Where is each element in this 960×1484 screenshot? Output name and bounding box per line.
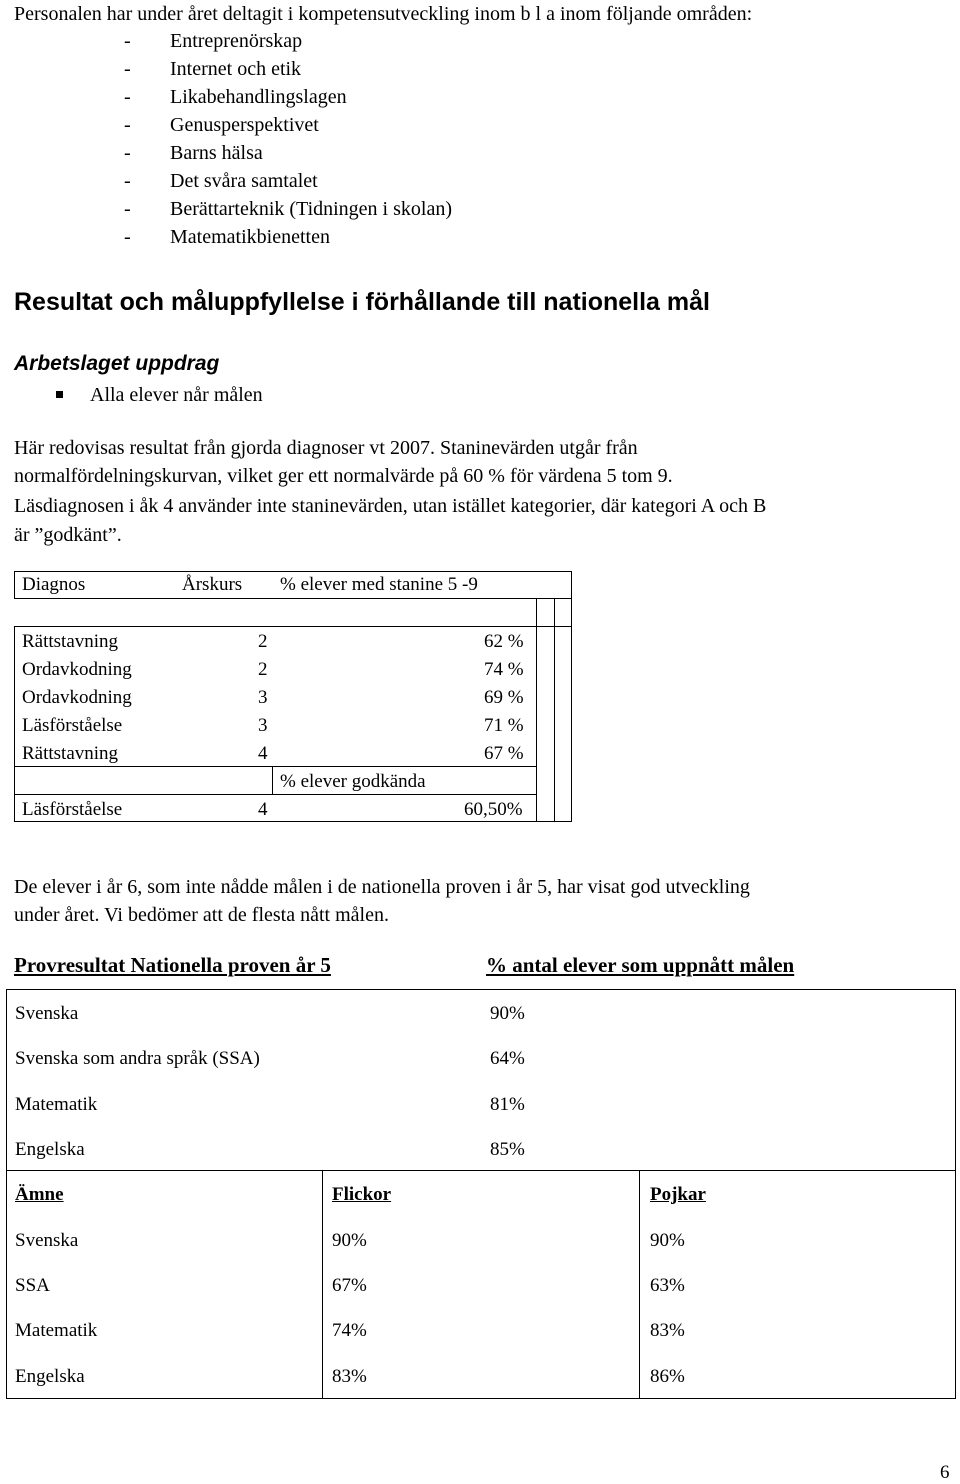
table-cell: Ordavkodning — [22, 659, 132, 680]
table-header-cell: Årskurs — [182, 574, 243, 595]
table-cell: Läsförståelse — [22, 799, 123, 820]
table-cell: 83% — [650, 1320, 685, 1341]
gender-table-frame — [6, 1170, 956, 1399]
table-cell: 69 % — [484, 687, 524, 708]
topic-item: - Det svåra samtalet — [124, 170, 318, 192]
table-cell — [536, 598, 555, 627]
table-cell: Matematik — [15, 1094, 98, 1115]
topic-item: - Internet och etik — [124, 58, 302, 80]
table-cell: Matematik — [15, 1320, 98, 1341]
paragraph-line: Läsdiagnosen i åk 4 använder inte staninevärden, utan istället kategorier, där kategori A och B — [14, 495, 767, 517]
table-cell: 2 — [258, 631, 268, 652]
topic-item: - Genusperspektivet — [124, 114, 319, 136]
table-cell: Svenska — [15, 1230, 79, 1251]
table-cell: 67% — [332, 1275, 367, 1296]
goal-bullet-text: Alla elever når målen — [90, 384, 263, 406]
table-cell: Svenska som andra språk (SSA) — [15, 1048, 260, 1069]
table-cell: 71 % — [484, 715, 524, 736]
table-cell: SSA — [15, 1275, 50, 1296]
table-header-cell: % elever med stanine 5 -9 — [280, 574, 478, 595]
topic-item: - Entreprenörskap — [124, 30, 303, 52]
table-cell: 2 — [258, 659, 268, 680]
topic-item: - Berättarteknik (Tidningen i skolan) — [124, 198, 452, 220]
page-number: 6 — [940, 1462, 950, 1483]
table-cell: Svenska — [15, 1003, 79, 1024]
square-bullet-icon — [56, 391, 63, 398]
table-cell — [536, 626, 555, 822]
section-heading: Resultat och måluppfyllelse i förhållande till nationella mål — [14, 288, 710, 316]
table-cell: 90% — [332, 1230, 367, 1251]
table-cell: 85% — [490, 1139, 525, 1160]
table-cell: Läsförståelse — [22, 715, 123, 736]
prov-title: Provresultat Nationella proven år 5 — [14, 953, 331, 977]
table-cell: 60,50% — [464, 799, 523, 820]
table-cell: 4 — [258, 799, 268, 820]
table-cell: 4 — [258, 743, 268, 764]
table-cell: 63% — [650, 1275, 685, 1296]
table-cell — [554, 626, 572, 822]
intro-text: Personalen har under året deltagit i kompetensutveckling inom b l a inom följande områden: — [14, 3, 753, 25]
table-cell: 90% — [490, 1003, 525, 1024]
paragraph-line: Här redovisas resultat från gjorda diagnoser vt 2007. Staninevärden utgår från — [14, 437, 638, 459]
table-header-cell: Pojkar — [650, 1184, 706, 1205]
column-divider — [322, 1170, 323, 1399]
table-cell: 83% — [332, 1366, 367, 1387]
table-cell: 86% — [650, 1366, 685, 1387]
prov-table-frame — [6, 989, 956, 1171]
table-header-cell: Diagnos — [22, 574, 86, 595]
prov-title-right: % antal elever som uppnått målen — [486, 953, 795, 977]
table-cell: Ordavkodning — [22, 687, 132, 708]
topic-item: - Matematikbienetten — [124, 226, 330, 248]
table-cell: 90% — [650, 1230, 685, 1251]
table-cell: Rättstavning — [22, 743, 119, 764]
section-subheading: Arbetslaget uppdrag — [14, 352, 220, 375]
paragraph-line: normalfördelningskurvan, vilket ger ett normalvärde på 60 % för värdena 5 tom 9. — [14, 465, 673, 487]
table-cell: 64% — [490, 1048, 525, 1069]
topic-item: - Barns hälsa — [124, 142, 263, 164]
table-cell: 3 — [258, 715, 268, 736]
table-header-cell: Ämne — [15, 1184, 64, 1205]
topic-item: - Likabehandlingslagen — [124, 86, 347, 108]
table-subheader: % elever godkända — [280, 771, 426, 792]
paragraph-line: är ”godkänt”. — [14, 524, 122, 546]
paragraph-line: under året. Vi bedömer att de flesta nått målen. — [14, 904, 389, 926]
table-cell: 62 % — [484, 631, 524, 652]
table-cell: 74% — [332, 1320, 367, 1341]
table-cell: Engelska — [15, 1366, 85, 1387]
table-cell: 74 % — [484, 659, 524, 680]
table-header-cell: Flickor — [332, 1184, 392, 1205]
table-cell: 67 % — [484, 743, 524, 764]
table-cell: Engelska — [15, 1139, 85, 1160]
column-divider — [639, 1170, 640, 1399]
table-cell: 3 — [258, 687, 268, 708]
table-cell: 81% — [490, 1094, 525, 1115]
paragraph-line: De elever i år 6, som inte nådde målen i de nationella proven i år 5, har visat god utveckling — [14, 876, 750, 898]
table-cell: Rättstavning — [22, 631, 119, 652]
table-cell — [554, 598, 572, 627]
